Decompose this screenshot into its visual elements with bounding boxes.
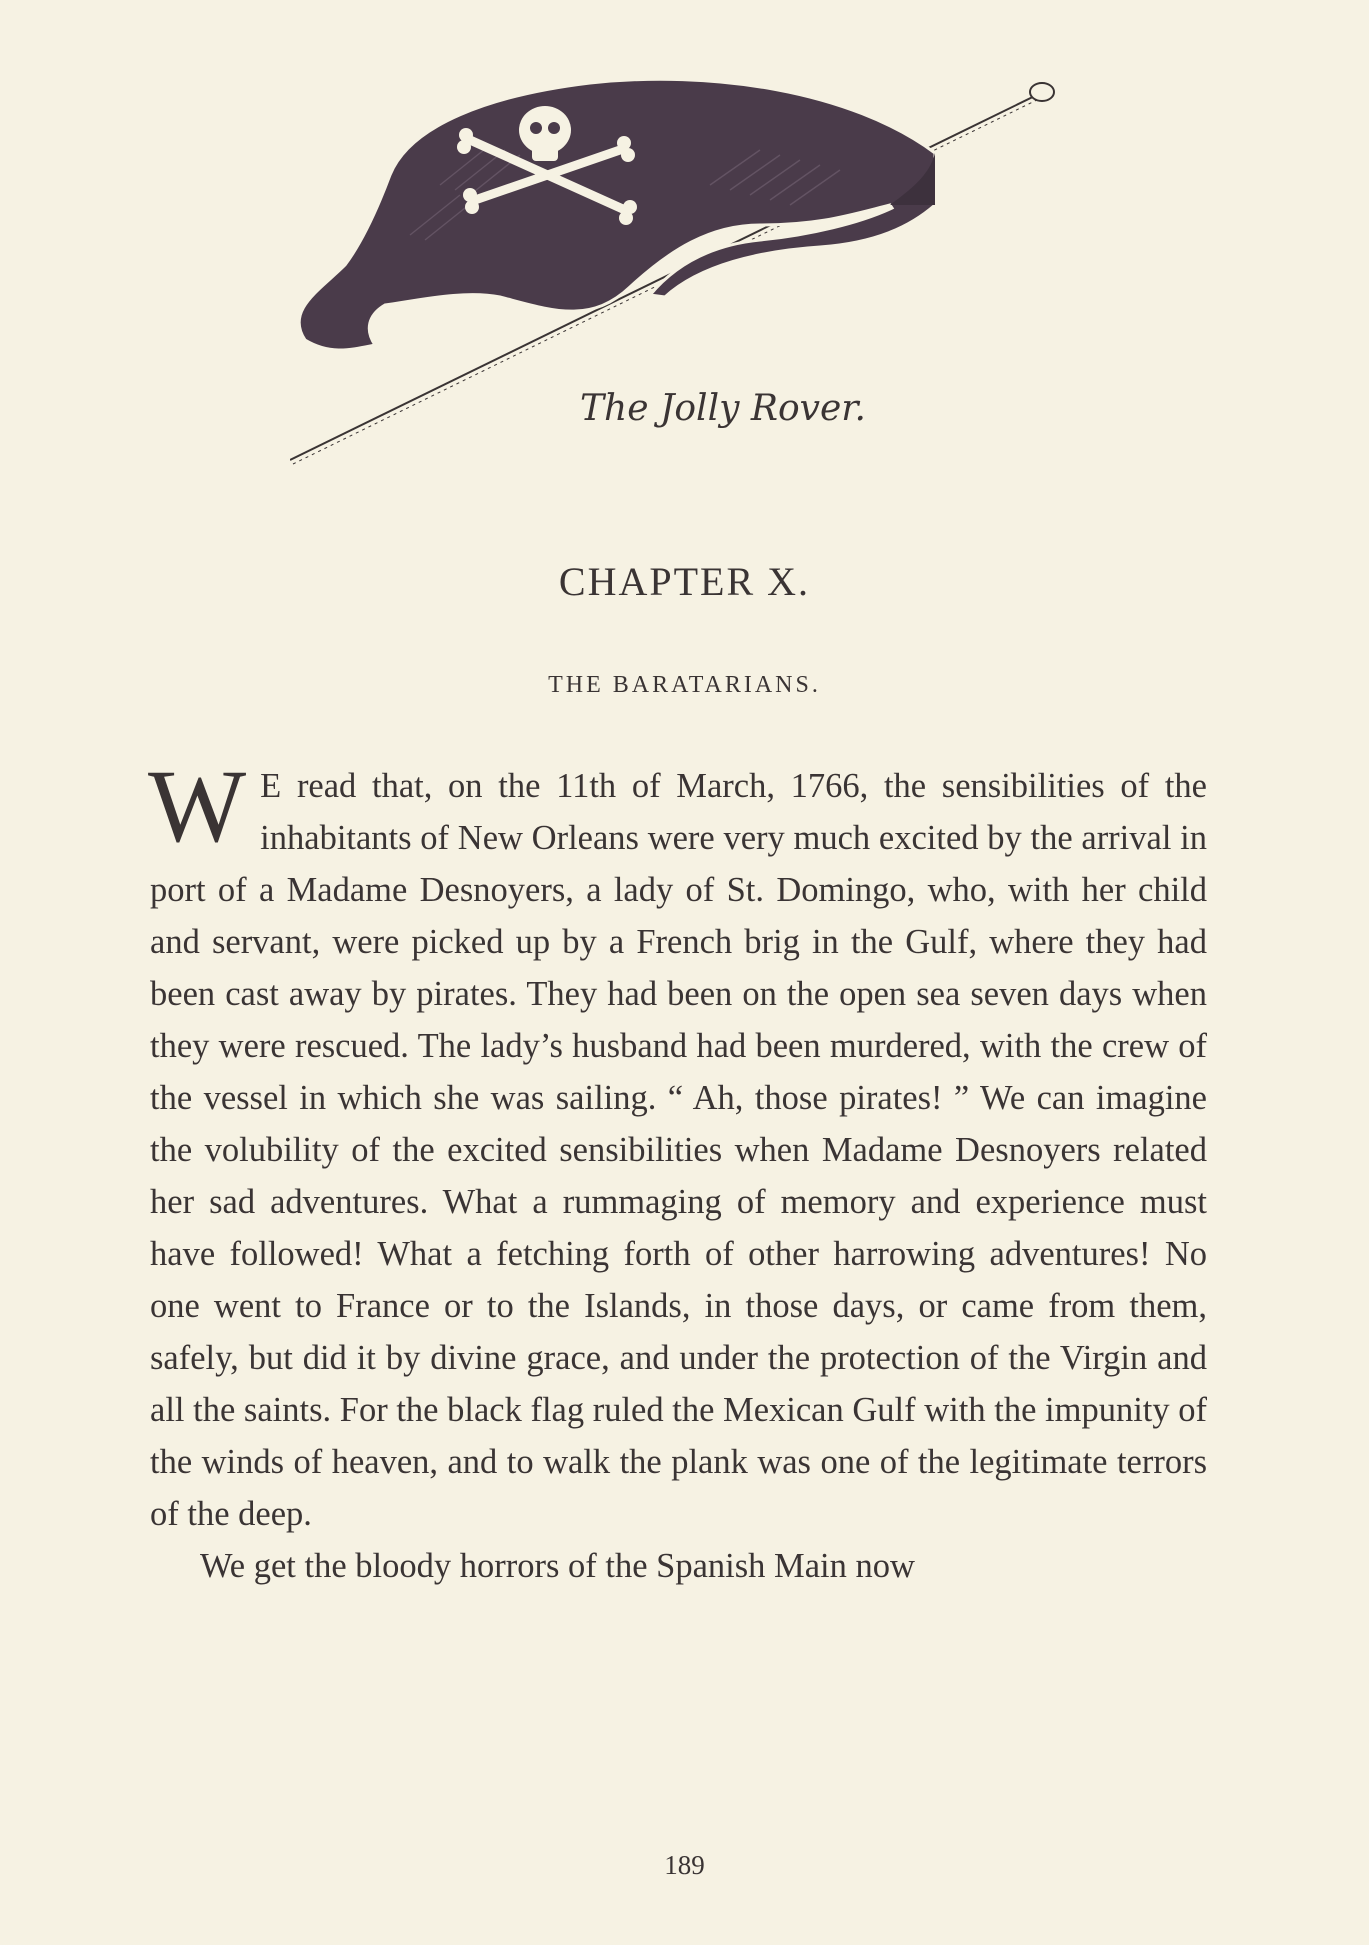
paragraph-2: We get the bloody horrors of the Spanish Main now xyxy=(200,1547,915,1585)
page-number: 189 xyxy=(664,1850,705,1880)
paragraph-1-text: E read that, on the 11th of March, 1766, the sensibilities of the inhabitants of New Orleans were very much excited by the arrival in port of a Madame Desnoyers, a lady of St. Domingo, who, with her child and servant, were picked up by a French brig in the Gulf, where they had been cast away by pirates. They had been on the open sea seven days when they were rescued. The lady’s husband had been murdered, with the crew of the vessel in which she was sailing. “ Ah, those pirates! ” We can imagine the volubility of the excited sensibilities when Madame Desnoyers related her sad adventures. What a rummaging of memory and experience must have followed! What a fetching forth of other harrowing adventures! No one went to France or to the Islands, in those days, or came from them, safely, but did it by divine grace, and under the protection of the Virgin and all the saints. For the black flag ruled the Mexican Gulf with the impunity of the winds of heaven, and to walk the plank was one of the legitimate terrors of the deep. xyxy=(150,767,1207,1533)
chapter-subtitle: THE BARATARIANS. xyxy=(548,672,821,698)
paragraph-1 xyxy=(148,749,1207,1540)
flagpole-finial xyxy=(1030,83,1054,101)
drop-cap: W xyxy=(148,749,247,864)
illustration-caption: The Jolly Rover. xyxy=(580,388,866,429)
jolly-roger-flag-icon xyxy=(290,65,1070,485)
chapter-title: CHAPTER X. xyxy=(558,559,811,604)
flag-cloth xyxy=(299,79,935,350)
jolly-rover-illustration xyxy=(290,65,1070,485)
chapter-body xyxy=(148,749,1207,1592)
